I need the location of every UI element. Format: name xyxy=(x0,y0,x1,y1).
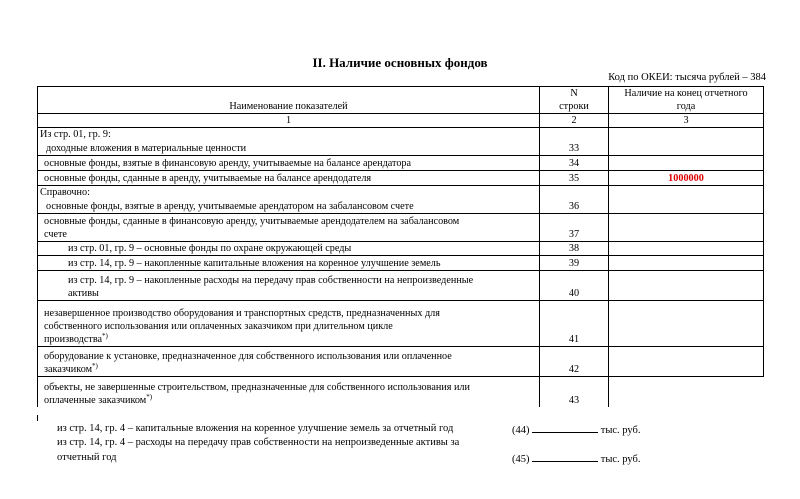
row-label: Из стр. 01, гр. 9: доходные вложения в материальные ценности xyxy=(38,128,540,156)
footnote-mark: *) xyxy=(92,362,98,370)
col-number-3: 3 xyxy=(609,114,764,128)
header-end-of-year: Наличие на конец отчетного года xyxy=(609,87,764,114)
row-label: из стр. 01, гр. 9 – основные фонды по охране окружающей среды xyxy=(38,242,540,256)
footer-field-44[interactable]: (44) тыс. руб. xyxy=(512,425,641,436)
value-cell[interactable] xyxy=(609,214,764,242)
line-number: 42 xyxy=(540,347,609,377)
col-number-2: 2 xyxy=(540,114,609,128)
row-label: объекты, не завершенные строительством, предназначенные для собственного использования или оплаченные заказчиком*) xyxy=(38,377,540,407)
line-number: 40 xyxy=(540,271,609,301)
fixed-assets-table xyxy=(37,86,764,407)
line-number: 33 xyxy=(540,128,609,156)
table-border-tail xyxy=(37,415,38,421)
footer-input-line[interactable] xyxy=(532,423,598,433)
footer-input-line[interactable] xyxy=(532,452,598,462)
line-number: 35 xyxy=(540,171,609,186)
line-number: 34 xyxy=(540,156,609,171)
value-cell[interactable] xyxy=(609,301,764,347)
row-label: из стр. 14, гр. 9 – накопленные расходы на передачу прав собственности на непроизведенные активы xyxy=(38,271,540,301)
row-label: основные фонды, сданные в финансовую аренду, учитываемые арендодателем на забалансовом счете xyxy=(38,214,540,242)
value-cell[interactable] xyxy=(609,128,764,156)
footnote-mark: *) xyxy=(102,332,108,340)
value-cell[interactable] xyxy=(609,156,764,171)
footer-text-45-line1: из стр. 14, гр. 4 – расходы на передачу прав собственности на непроизведенные активы за xyxy=(57,437,460,448)
line-number: 38 xyxy=(540,242,609,256)
row-label: незавершенное производство оборудования и транспортных средств, предназначенных для собственного использования или оплаченных заказчиком при длительном цикле производства*) xyxy=(38,301,540,347)
value-cell[interactable]: 1000000 xyxy=(609,171,764,186)
footer-field-45[interactable]: (45) тыс. руб. xyxy=(512,454,641,465)
row-label: основные фонды, взятые в финансовую аренду, учитываемые на балансе арендатора xyxy=(38,156,540,171)
value-cell[interactable] xyxy=(609,377,764,407)
footer-text-45-line2: отчетный год xyxy=(57,452,117,463)
row-label: Справочно: основные фонды, взятые в аренду, учитываемые арендатором на забалансовом счете xyxy=(38,186,540,214)
value-cell[interactable] xyxy=(609,186,764,214)
col-number-1: 1 xyxy=(38,114,540,128)
value-cell[interactable] xyxy=(609,347,764,377)
header-indicator-name: Наименование показателей xyxy=(38,87,540,114)
value-cell[interactable] xyxy=(609,256,764,271)
okei-code: Код по ОКЕИ: тысяча рублей – 384 xyxy=(608,72,766,83)
value-cell[interactable] xyxy=(609,242,764,256)
value-cell[interactable] xyxy=(609,271,764,301)
header-line-number: N строки xyxy=(540,87,609,114)
line-number: 39 xyxy=(540,256,609,271)
section-title: II. Наличие основных фондов xyxy=(312,55,488,70)
line-number: 41 xyxy=(540,301,609,347)
footnote-mark: *) xyxy=(146,392,153,401)
row-label: основные фонды, сданные в аренду, учитываемые на балансе арендодателя xyxy=(38,171,540,186)
line-number: 36 xyxy=(540,186,609,214)
row-label: оборудование к установке, предназначенное для собственного использования или оплаченное заказчиком*) xyxy=(38,347,540,377)
line-number: 43 xyxy=(540,377,609,407)
footer-text-44: из стр. 14, гр. 4 – капитальные вложения на коренное улучшение земель за отчетный год xyxy=(57,423,454,434)
row-label: из стр. 14, гр. 9 – накопленные капитальные вложения на коренное улучшение земель xyxy=(38,256,540,271)
line-number: 37 xyxy=(540,214,609,242)
